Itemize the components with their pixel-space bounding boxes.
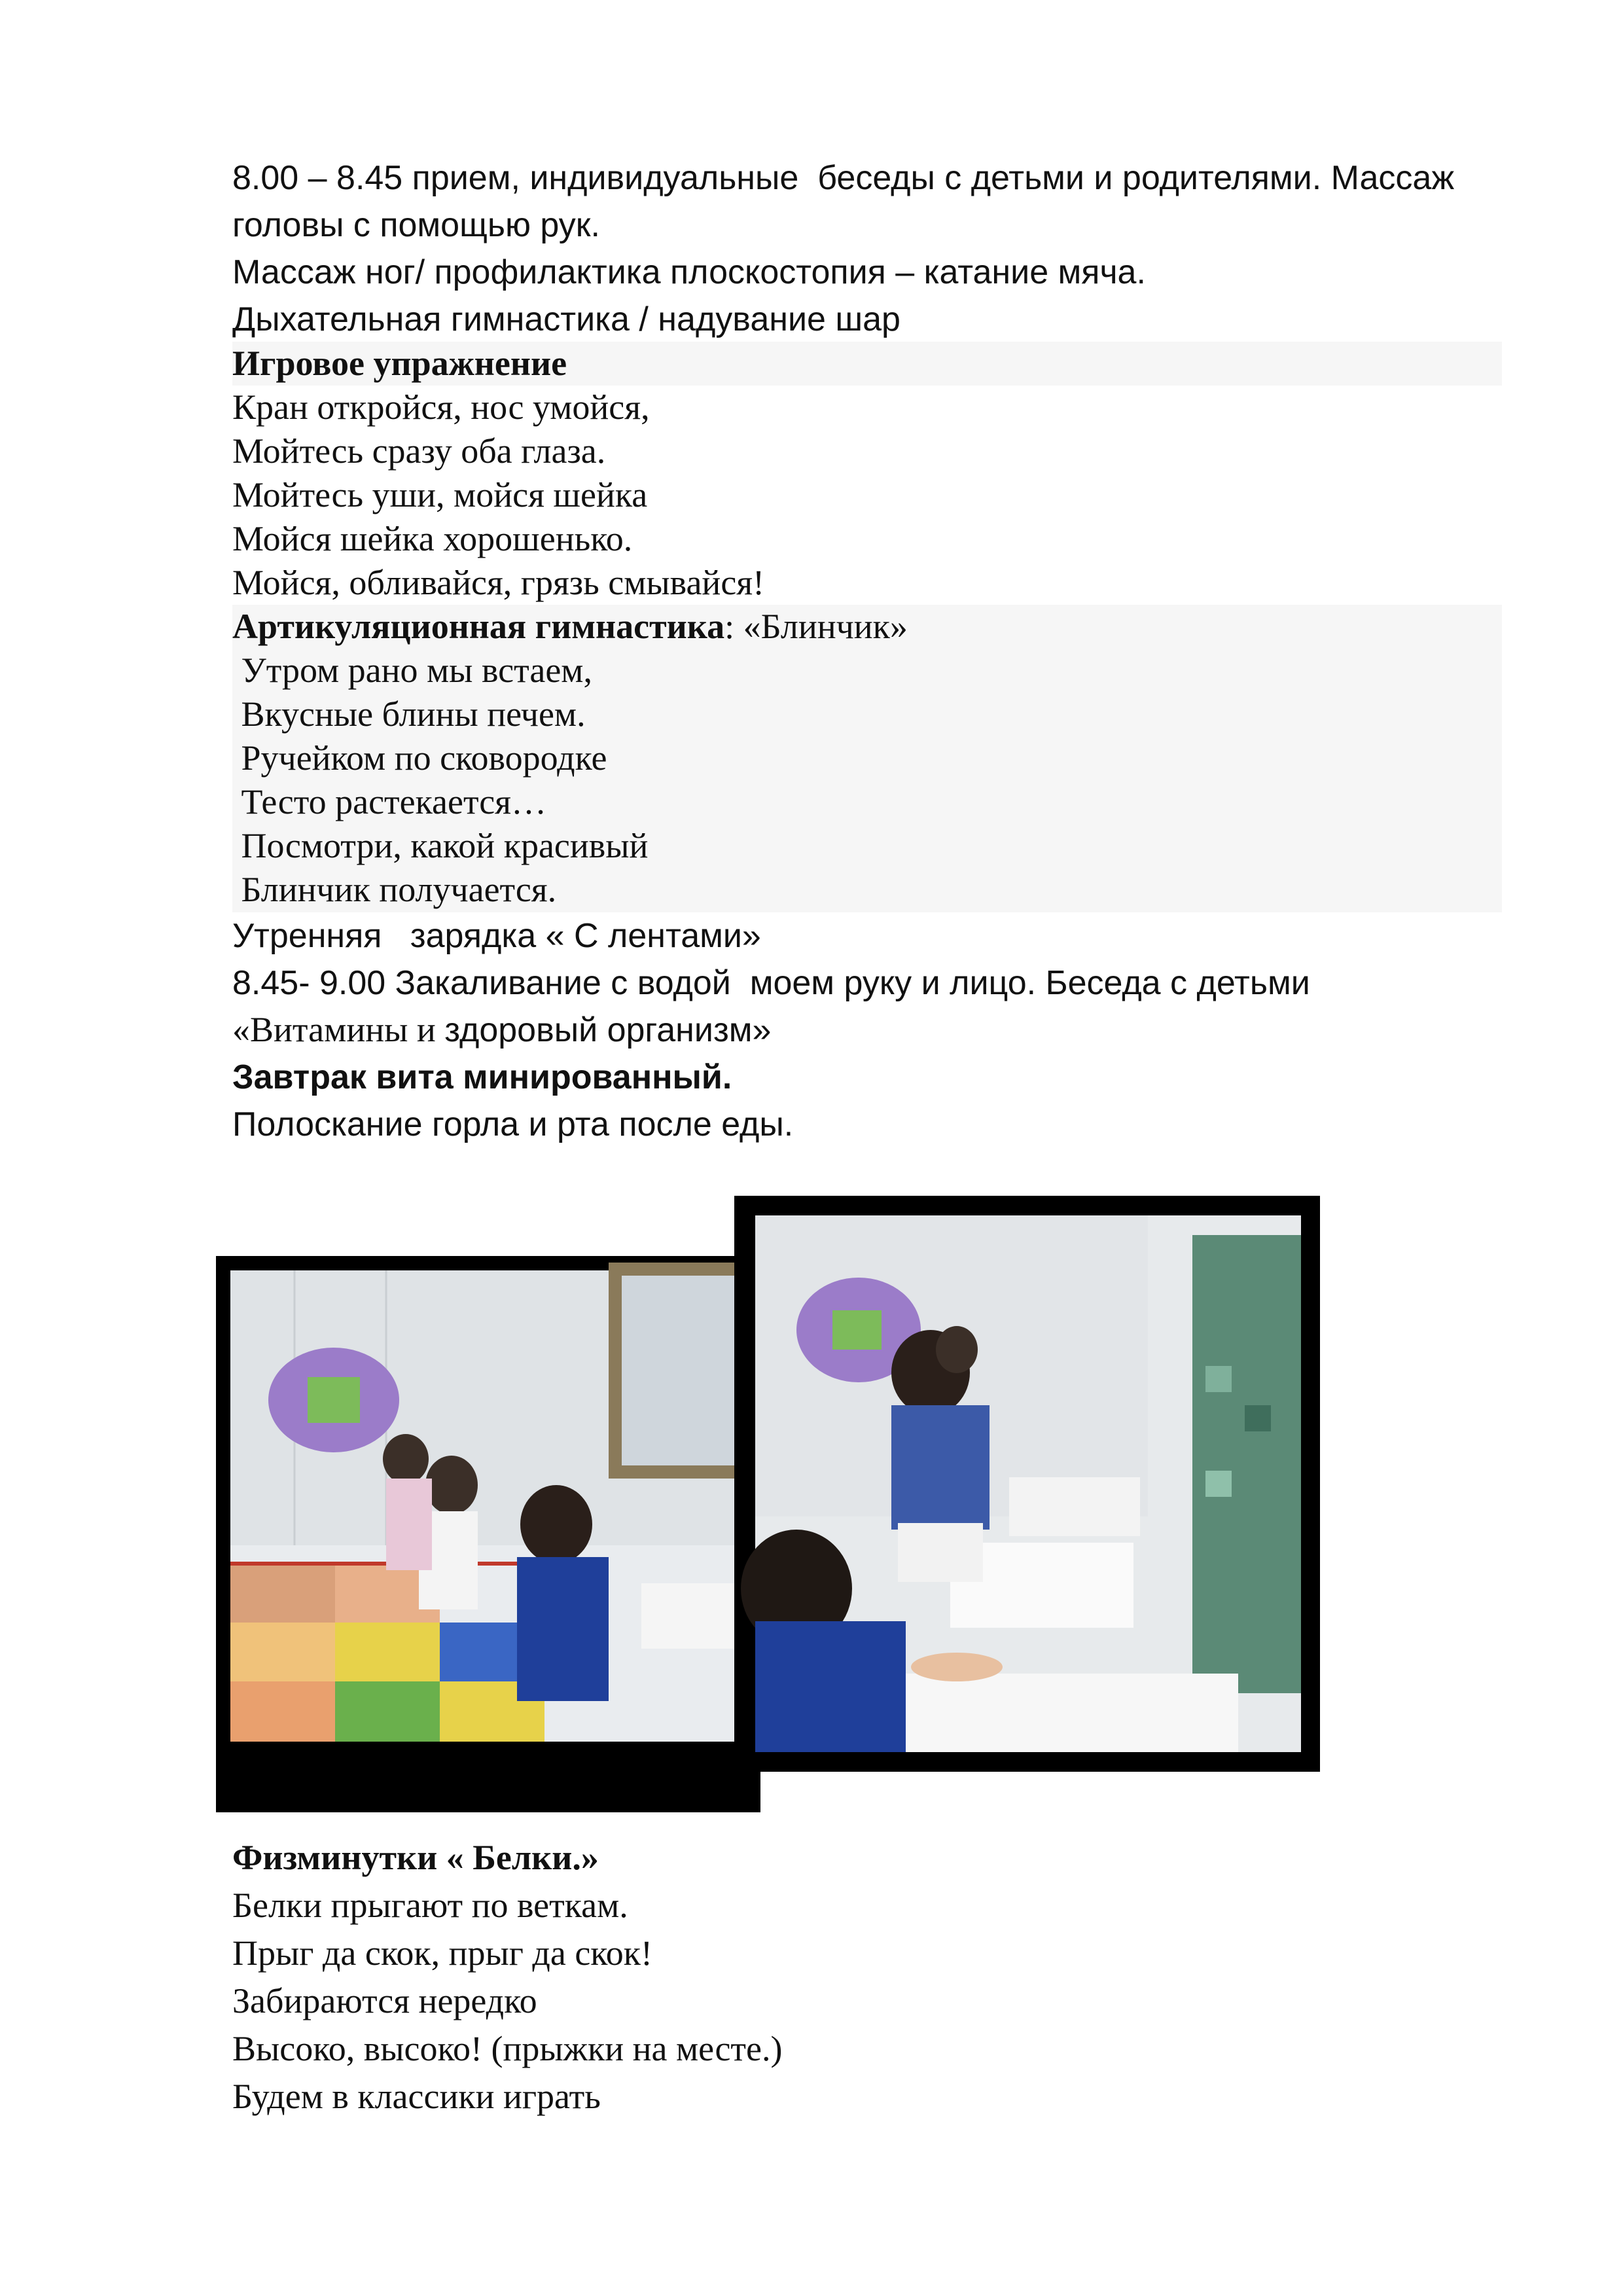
children-washing-hands-photo [734, 1196, 1320, 1772]
hardening-line: 8.45- 9.00 Закаливание с водой моем руку и лицо. Беседа с детьми [232, 964, 1310, 1002]
morning-exercise: Утренняя зарядка « С лентами» [232, 917, 761, 955]
artic-block [232, 605, 1502, 912]
artic-line: Блинчик получается. [232, 870, 557, 909]
fizminutka-line: Прыг да скок, прыг да скок! [232, 1933, 653, 1973]
game-poem [232, 386, 1508, 605]
fizminutka-line: Белки прыгают по веткам. [232, 1886, 628, 1925]
poem-line: Мойся, обливайся, грязь смывайся! [232, 563, 765, 602]
artic-line: Тесто растекается… [232, 782, 547, 821]
intro-line: головы с помощью рук. [232, 206, 600, 244]
intro-line: Массаж ног/ профилактика плоскостопия – катание мяча. [232, 253, 1146, 291]
children-washing-faces-photo [216, 1256, 760, 1812]
morning-block [232, 912, 1508, 1148]
fizminutka-block [232, 1834, 1508, 2121]
intro-block [232, 154, 1508, 343]
poem-line: Мойтесь сразу оба глаза. [232, 431, 606, 471]
artic-heading-line [232, 605, 1502, 649]
intro-line: 8.00 – 8.45 прием, индивидуальные беседы с детьми и родителями. Массаж [232, 159, 1455, 197]
artic-line: Утром рано мы встаем, [232, 651, 592, 690]
intro-line: Дыхательная гимнастика / надувание шар [232, 300, 901, 338]
vitamins-part-b: здоровый организм» [444, 1011, 772, 1049]
fizminutka-line: Забираются нередко [232, 1981, 537, 2020]
fizminutka-heading: Физминутки « Белки.» [232, 1838, 599, 1877]
photo-left-illustration [216, 1256, 760, 1812]
artic-heading-suffix: : «Блинчик» [724, 607, 908, 646]
artic-heading: Артикуляционная гимнастика [232, 607, 725, 646]
game-heading: Игровое упражнение [232, 344, 567, 383]
poem-line: Мойтесь уши, мойся шейка [232, 475, 648, 514]
game-heading-row [232, 342, 1502, 386]
poem-line: Мойся шейка хорошенько. [232, 519, 633, 558]
vitamins-line [232, 1007, 1508, 1054]
breakfast-line: Завтрак вита минированный. [232, 1058, 732, 1096]
artic-line: Посмотри, какой красивый [232, 826, 649, 865]
fizminutka-line: Будем в классики играть [232, 2077, 601, 2116]
artic-line: Ручейком по сковородке [232, 738, 607, 778]
photo-right-illustration [734, 1196, 1320, 1772]
vitamins-part-a: «Витамины и [232, 1010, 445, 1049]
fizminutka-line: Высоко, высоко! (прыжки на месте.) [232, 2029, 783, 2068]
artic-line: Вкусные блины печем. [232, 694, 586, 734]
rinse-line: Полоскание горла и рта после еды. [232, 1105, 794, 1143]
poem-line: Кран откройся, нос умойся, [232, 387, 650, 427]
